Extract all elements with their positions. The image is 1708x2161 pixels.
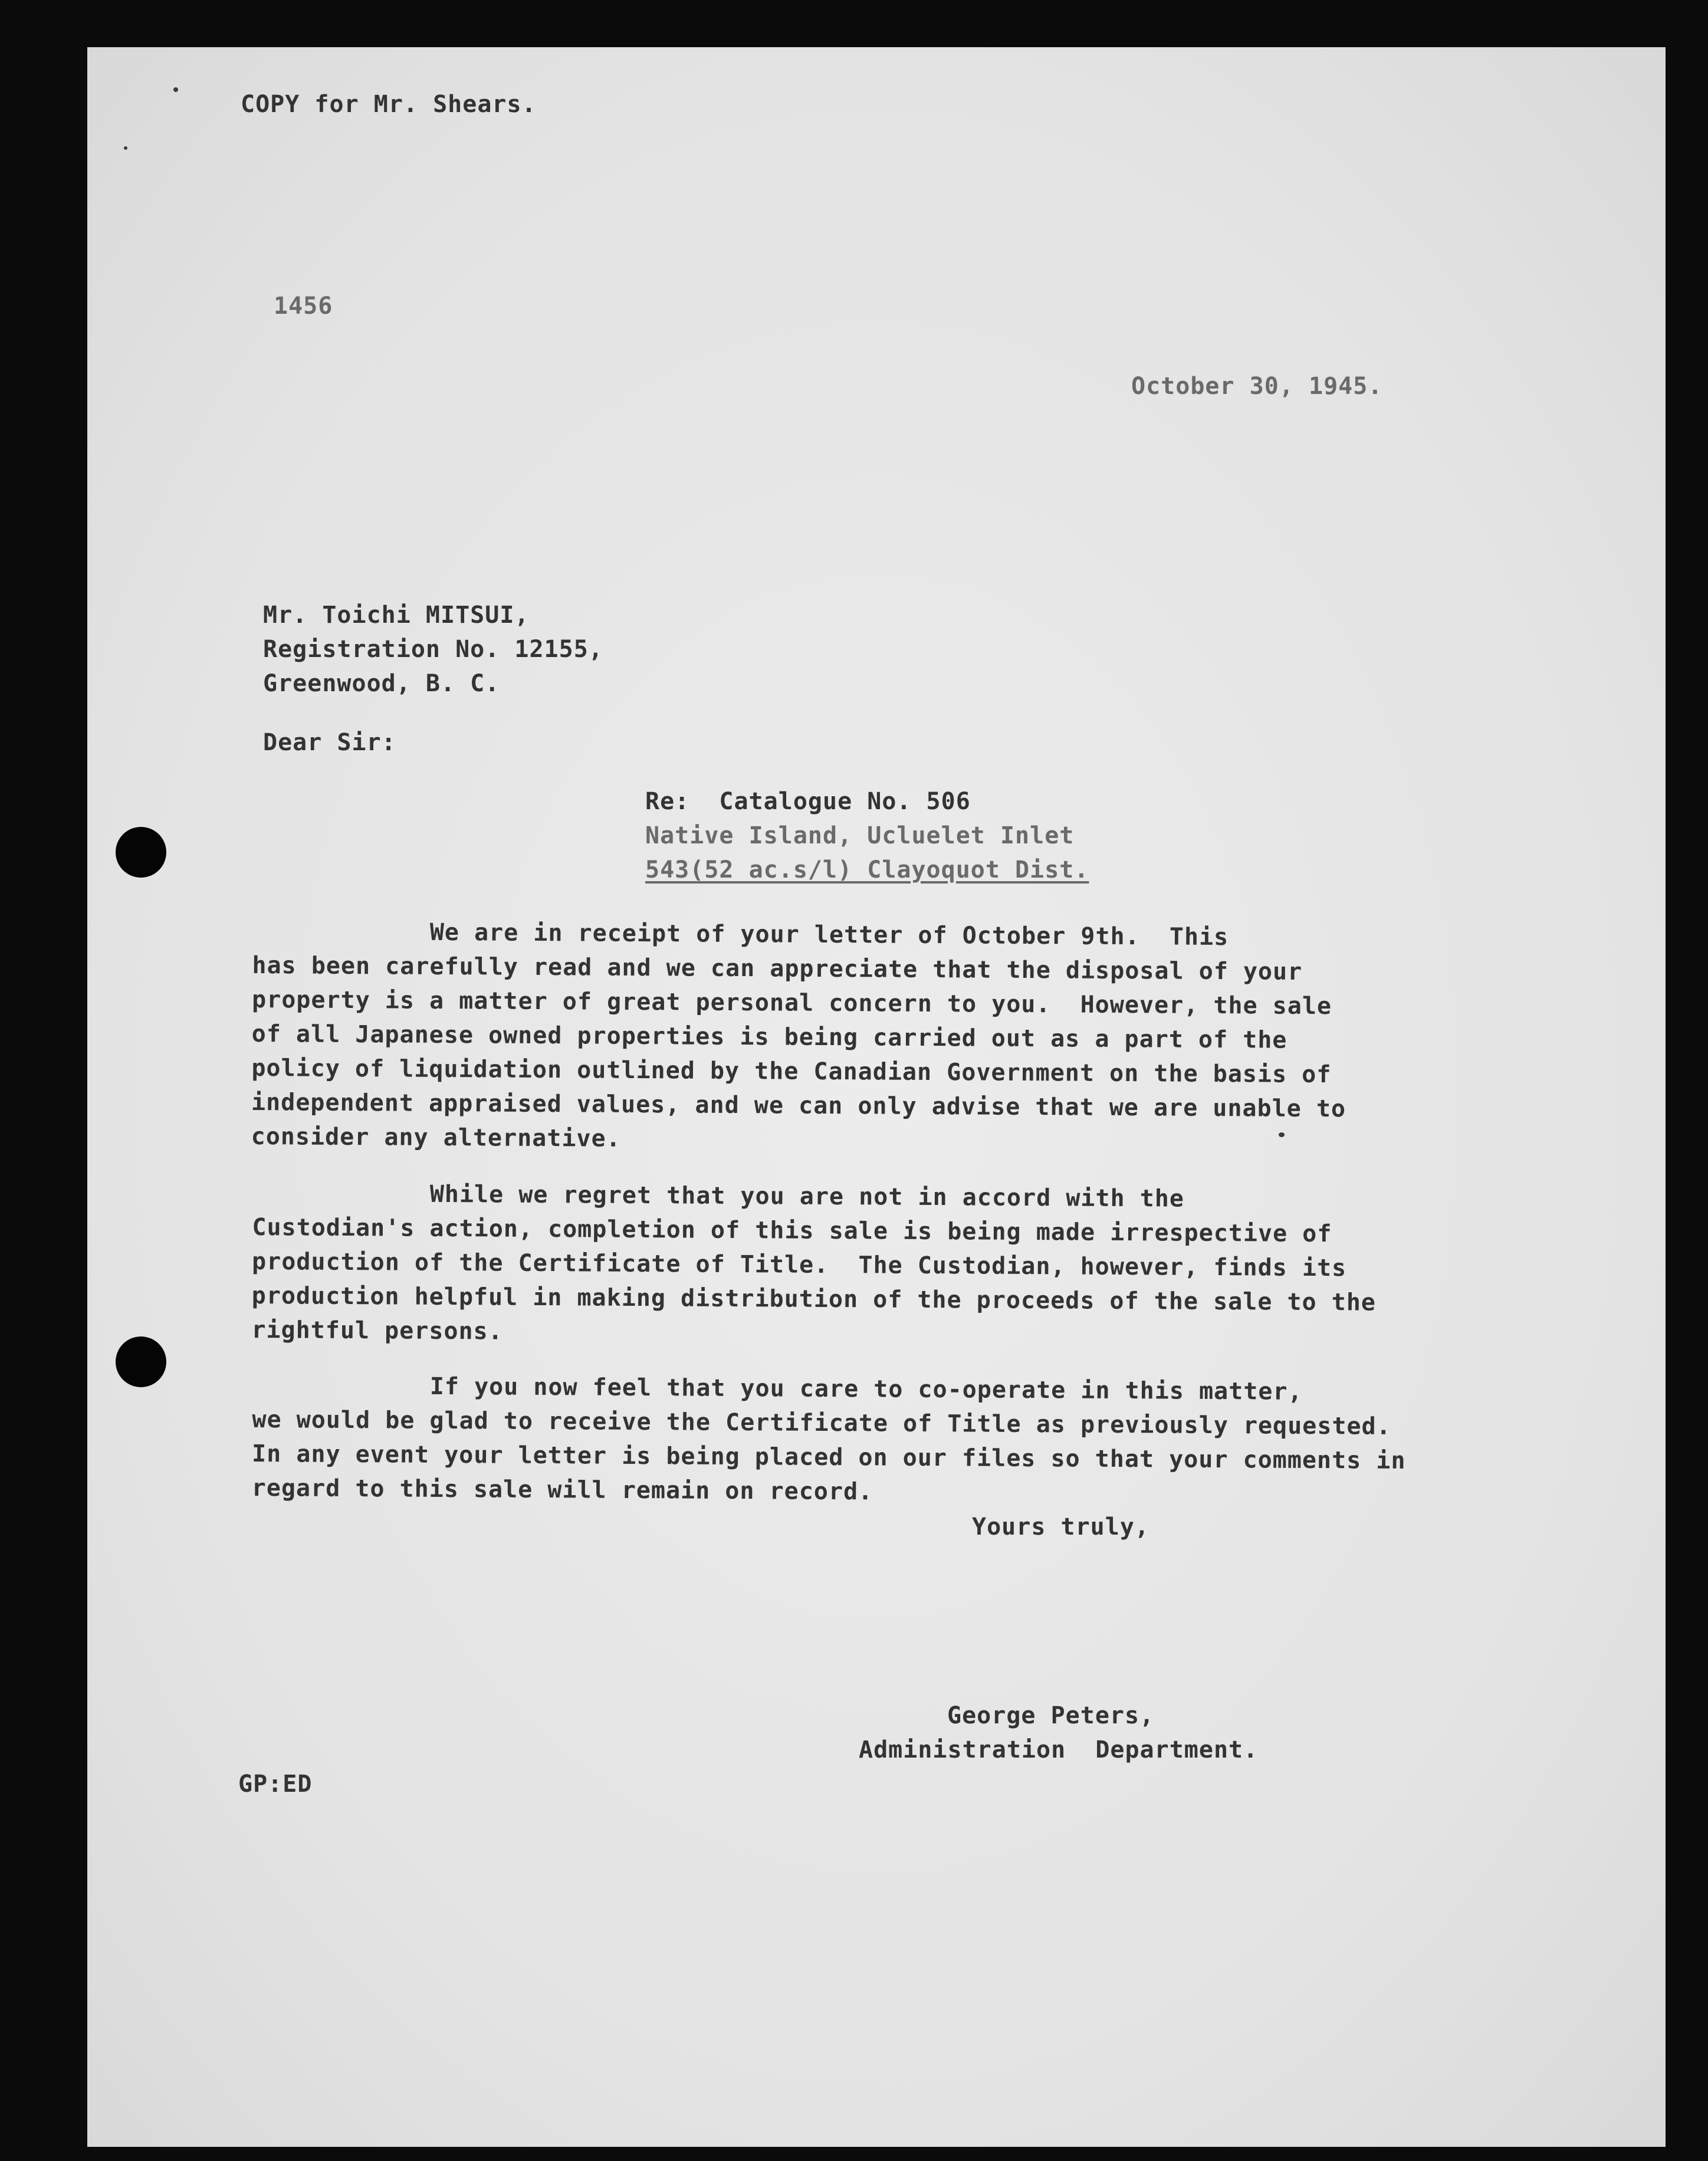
body-line: production helpful in making distribution of the proceeds of the sale to the <box>251 1282 1377 1316</box>
body-line: of all Japanese owned properties is being carried out as a part of the <box>251 1020 1287 1054</box>
signature-name: George Peters, <box>947 1702 1155 1729</box>
letter-date: October 30, 1945. <box>1131 373 1383 400</box>
body-line: While we regret that you are not in accord with the <box>252 1179 1185 1213</box>
body-line: policy of liquidation outlined by the Canadian Government on the basis of <box>251 1054 1332 1089</box>
body-line: Custodian's action, completion of this sale is being made irrespective of <box>252 1213 1332 1248</box>
addressee-location: Greenwood, B. C. <box>263 670 500 697</box>
paper-speck <box>1279 1132 1285 1137</box>
body-line: We are in receipt of your letter of October 9th. This <box>252 917 1229 951</box>
body-line: rightful persons. <box>251 1316 503 1345</box>
punch-hole-bottom <box>116 1336 166 1387</box>
addressee-name: Mr. Toichi MITSUI, <box>263 602 530 629</box>
addressee-registration: Registration No. 12155, <box>263 636 603 663</box>
body-line: property is a matter of great personal concern to you. However, the sale <box>251 986 1332 1020</box>
body-line: we would be glad to receive the Certificate of Title as previously requested. <box>252 1405 1391 1440</box>
body-line: If you now feel that you care to co-operate in this matter, <box>252 1372 1303 1405</box>
body-line: regard to this sale will remain on record. <box>251 1474 873 1506</box>
reference-district: 543(52 ac.s/l) Clayoquot Dist. <box>645 856 1089 884</box>
body-line: consider any alternative. <box>251 1122 621 1152</box>
file-number: 1456 <box>274 293 333 320</box>
typist-initials: GP:ED <box>238 1771 313 1798</box>
signature-department: Administration Department. <box>859 1736 1259 1763</box>
punch-hole-top <box>116 827 166 878</box>
body-line: has been carefully read and we can appreciate that the disposal of your <box>252 951 1303 986</box>
salutation: Dear Sir: <box>263 729 396 756</box>
body-line: production of the Certificate of Title. The Custodian, however, finds its <box>251 1247 1347 1282</box>
paper-speck <box>173 87 178 92</box>
body-line: In any event your letter is being placed on our files so that your comments in <box>251 1440 1406 1474</box>
letter-page <box>87 47 1666 2147</box>
paper-speck <box>124 146 127 150</box>
reference-catalogue: Re: Catalogue No. 506 <box>645 788 971 815</box>
reference-property: Native Island, Ucluelet Inlet <box>645 822 1075 849</box>
body-line: independent appraised values, and we can only advise that we are unable to <box>251 1088 1346 1123</box>
closing: Yours truly, <box>972 1513 1149 1541</box>
copy-note: COPY for Mr. Shears. <box>241 91 537 118</box>
